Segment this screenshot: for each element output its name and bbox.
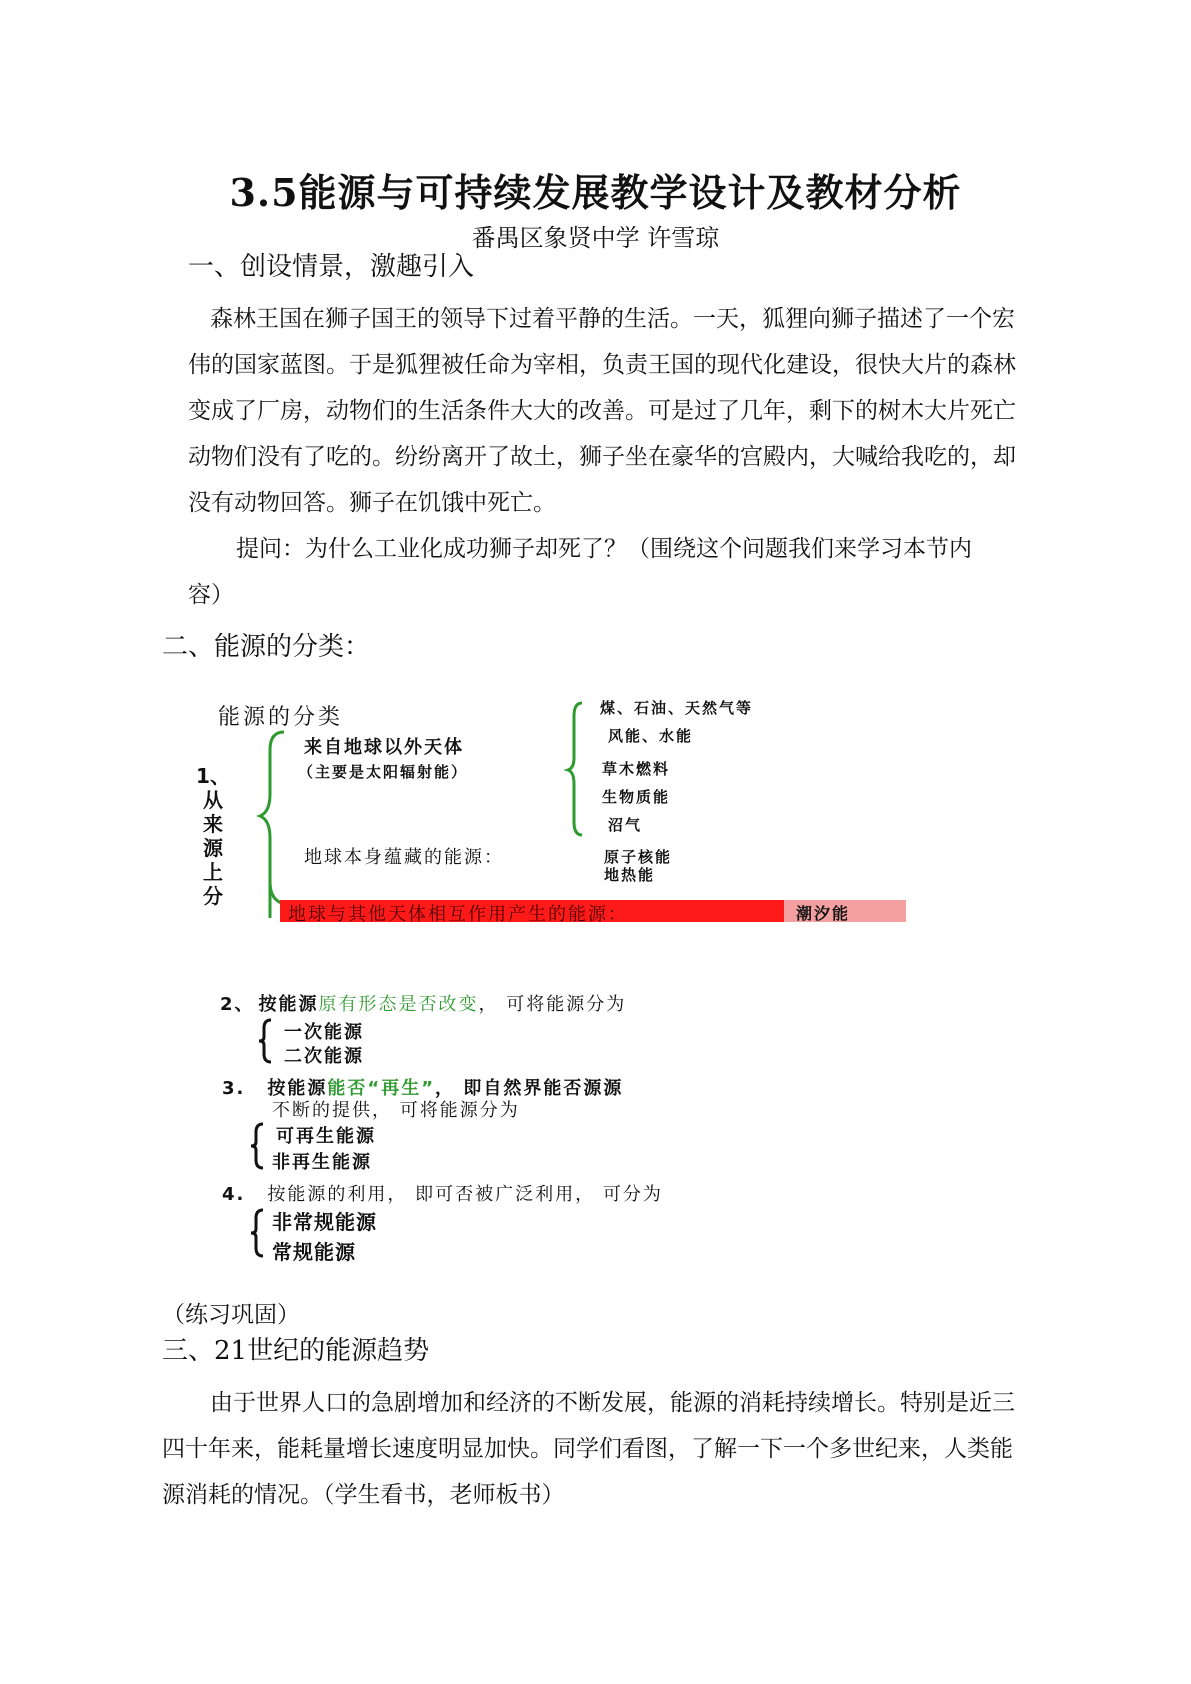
section-1-line: 森林王国在狮子国王的领导下过着平静的生活。一天，狐狸向狮子描述了一个宏 xyxy=(210,306,1015,332)
interaction-bar xyxy=(280,900,784,925)
section-1-heading: 一、创设情景，激趣引入 xyxy=(188,252,475,282)
item-4-option: 常规能源 xyxy=(272,1240,356,1264)
item-4-line: 4. 按能源的利用， 即可否被广泛利用， 可分为 xyxy=(222,1184,663,1205)
author-line: 番禺区象贤中学 许雪琼 xyxy=(471,224,720,252)
question-line: 提问：为什么工业化成功狮子却死了？（围绕这个问题我们来学习本节内 xyxy=(236,536,972,562)
item-3-option: 非再生能源 xyxy=(272,1152,372,1173)
outer-item: 生物质能 xyxy=(602,788,671,806)
outer-source-sub: （主要是太阳辐射能） xyxy=(298,763,469,781)
interaction-item: 潮汐能 xyxy=(796,904,851,923)
page-title: 3.5能源与可持续发展教学设计及教材分析 xyxy=(229,170,962,215)
section-3-line: 四十年来，能耗量增长速度明显加快。同学们看图，了解一下一个多世纪来，人类能 xyxy=(162,1436,1013,1462)
green-brace-inner xyxy=(566,700,586,838)
outer-item: 煤、石油、天然气等 xyxy=(600,699,754,717)
earth-item: 原子核能 xyxy=(604,848,673,866)
item-2-option: 一次能源 xyxy=(284,1022,364,1043)
section-2-heading: 二、能源的分类： xyxy=(162,632,371,662)
item-2-line: 2、 按能源原有形态是否改变， 可将能源分为 xyxy=(220,994,627,1015)
green-connector-line xyxy=(268,880,276,920)
item-3-line-2: 不断的提供， 可将能源分为 xyxy=(272,1100,520,1121)
item-4-option: 非常规能源 xyxy=(272,1210,377,1234)
practice-note: （练习巩固） xyxy=(162,1302,300,1328)
item-3-highlight: 能否“再生” xyxy=(327,1078,436,1099)
section-3-line: 源消耗的情况。（学生看书，老师板书） xyxy=(162,1482,565,1508)
section-3-heading: 三、21世纪的能源趋势 xyxy=(162,1336,430,1366)
side-label: 1、 从 来 源 上 分 xyxy=(196,764,230,908)
outer-item: 草木燃料 xyxy=(602,760,671,778)
item-2-option: 二次能源 xyxy=(284,1046,364,1067)
earth-item: 地热能 xyxy=(604,866,656,884)
section-3-line: 由于世界人口的急剧增加和经济的不断发展，能源的消耗持续增长。特别是近三 xyxy=(210,1390,1015,1416)
section-1-line: 动物们没有了吃的。纷纷离开了故土，狮子坐在豪华的宫殿内，大喊给我吃的，却 xyxy=(188,444,1016,470)
section-1-line: 伟的国家蓝图。于是狐狸被任命为宰相，负责王国的现代化建设，很快大片的森林 xyxy=(188,352,1016,378)
question-line: 容） xyxy=(188,582,234,608)
item-3-option: 可再生能源 xyxy=(276,1126,376,1147)
section-1-line: 没有动物回答。狮子在饥饿中死亡。 xyxy=(188,490,556,516)
earth-source-label: 地球本身蕴藏的能源： xyxy=(304,847,504,868)
brace-item-3 xyxy=(250,1122,266,1170)
section-1-line: 变成了厂房，动物们的生活条件大大的改善。可是过了几年，剩下的树木大片死亡 xyxy=(188,398,1016,424)
diagram-title: 能源的分类 xyxy=(218,705,344,730)
brace-item-4 xyxy=(250,1208,266,1258)
item-3-line: 3. 按能源能否“再生”， 即自然界能否源源 xyxy=(222,1078,624,1099)
brace-item-2 xyxy=(258,1018,274,1064)
outer-item: 沼气 xyxy=(608,816,643,834)
item-2-highlight: 原有形态是否改变 xyxy=(318,994,479,1015)
outer-source-label: 来自地球以外天体 xyxy=(304,737,464,758)
outer-item: 风能、水能 xyxy=(608,727,694,745)
interaction-item-box xyxy=(784,900,906,922)
interaction-label: 地球与其他天体相互作用产生的能源： xyxy=(288,904,628,925)
